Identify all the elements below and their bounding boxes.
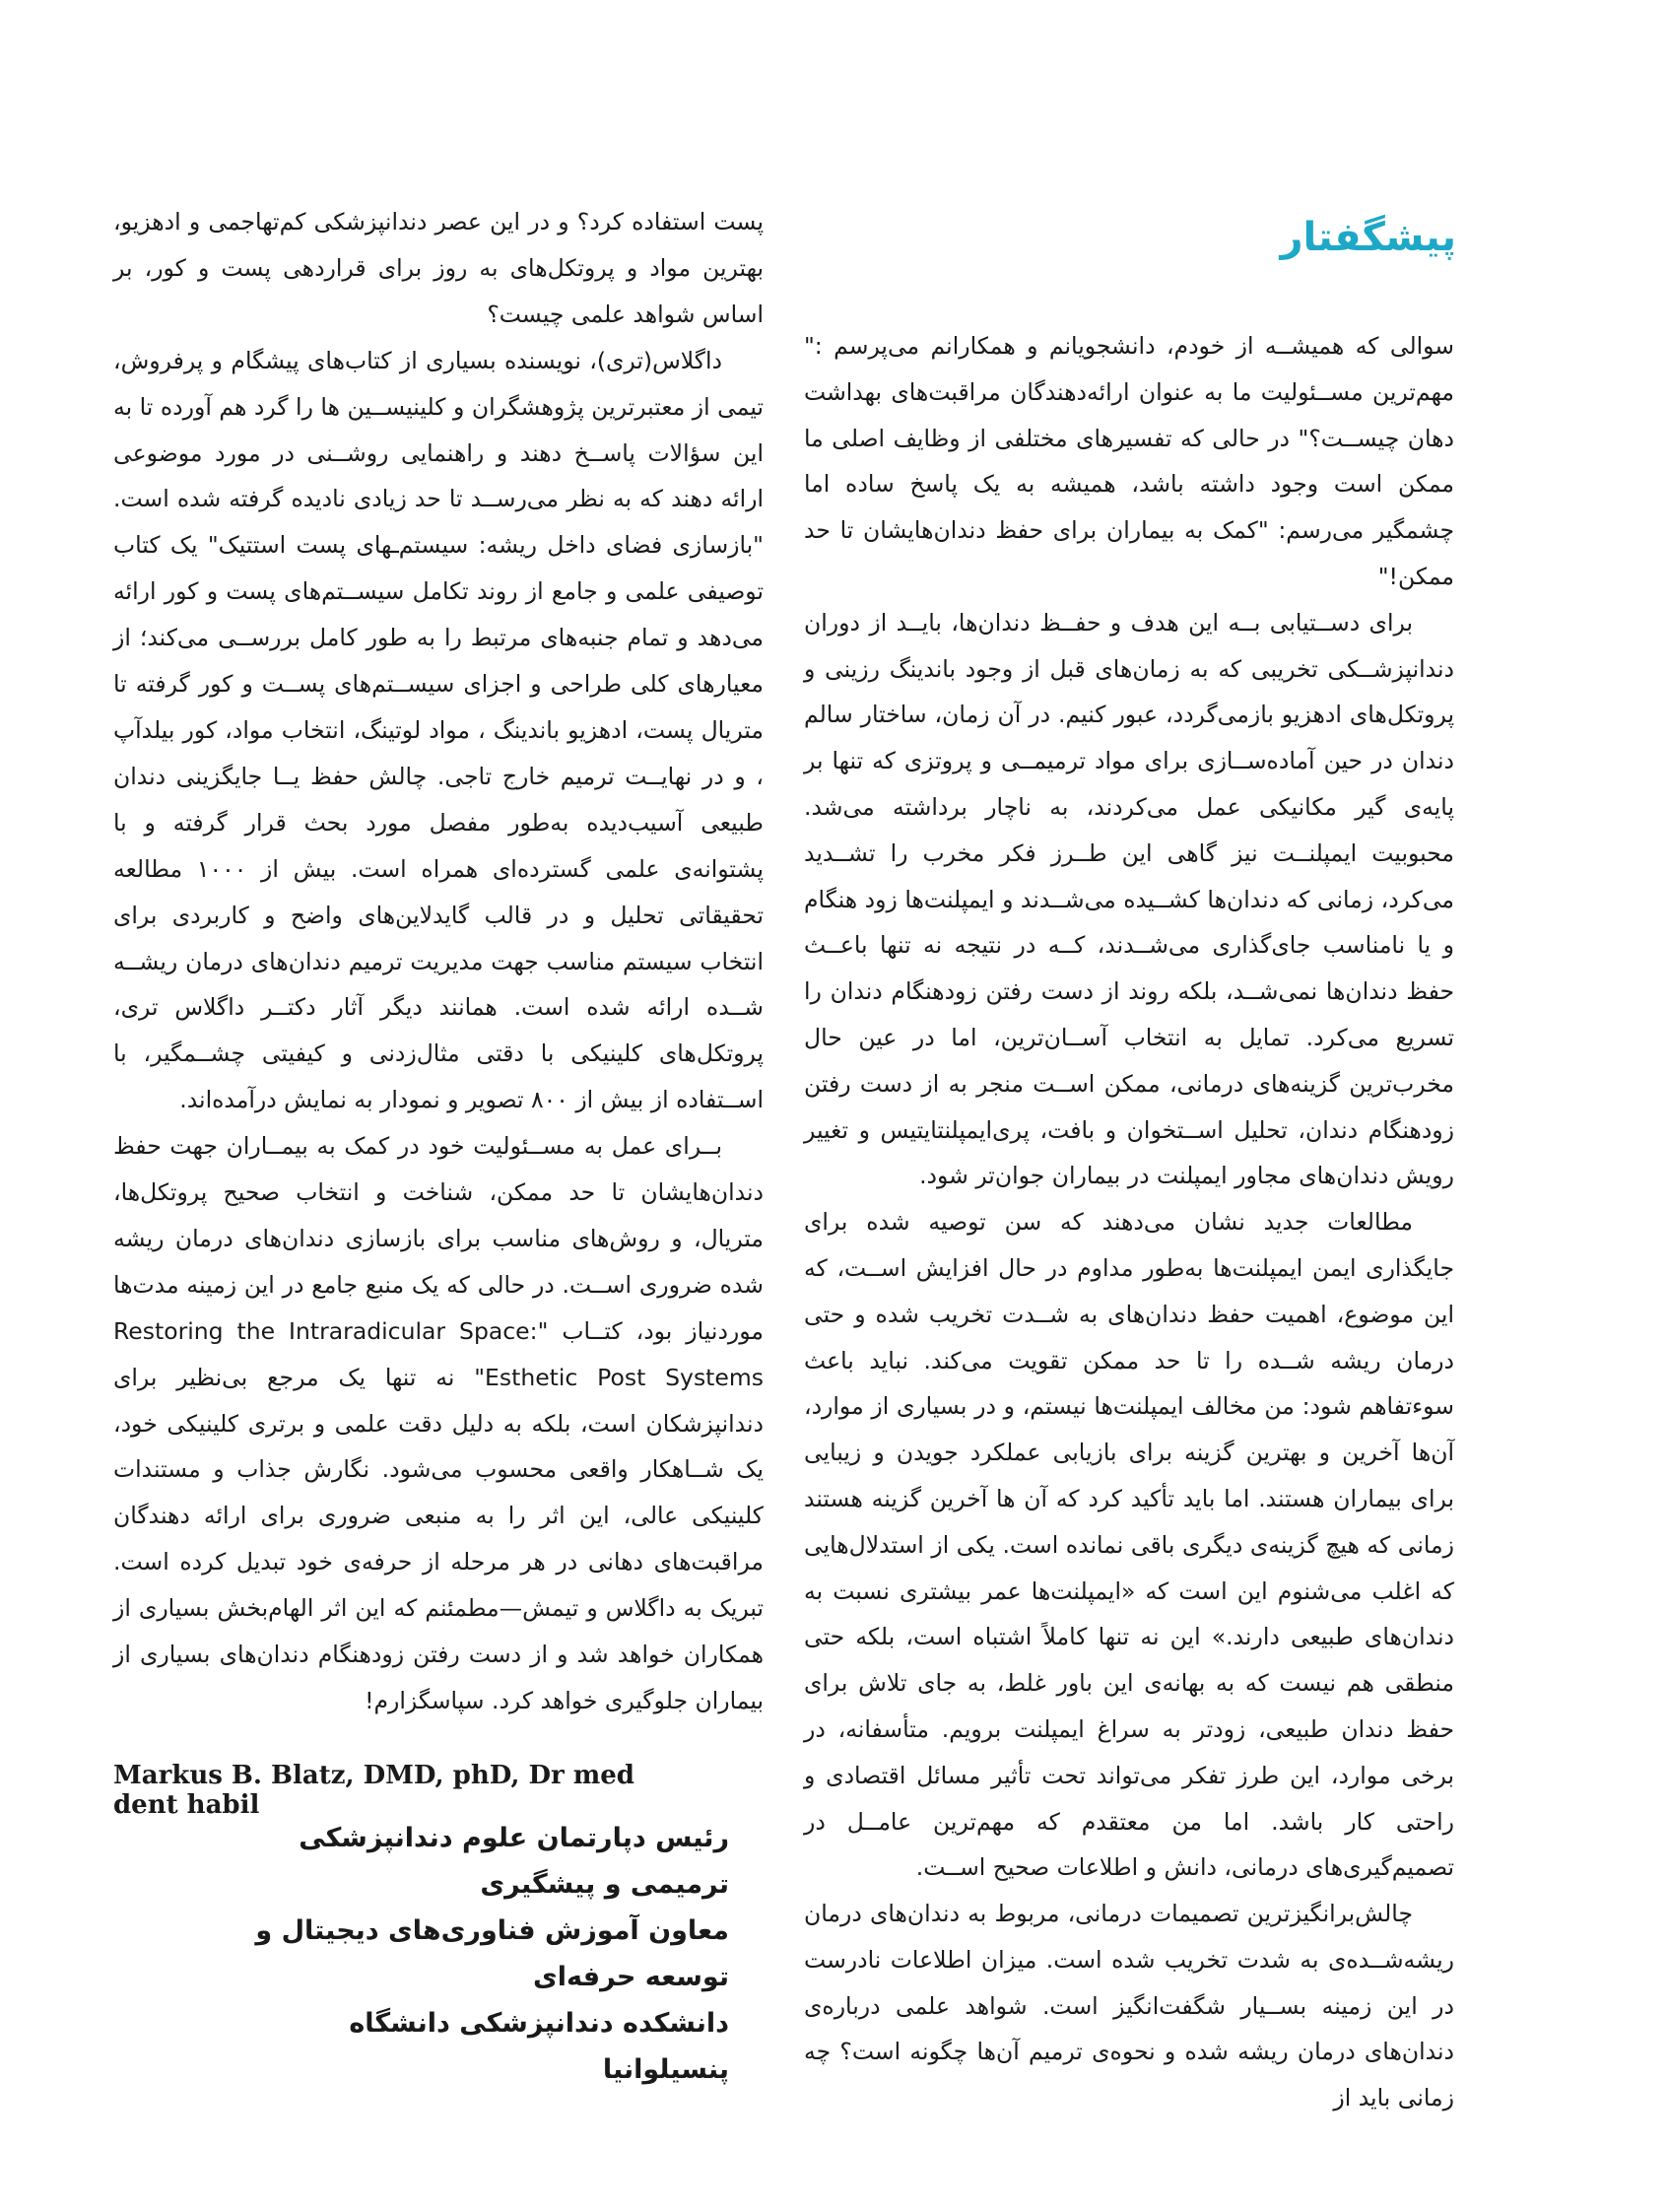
author-name: Markus B. Blatz, DMD, phD, Dr med dent habil (113, 1761, 634, 1820)
right-column (804, 323, 1454, 2121)
paragraph: چالش‌برانگیزترین تصمیمات درمانی، مربوط به دندان‌های درمان ریشه‌شــده‌ی به شدت تخریب شده است. میزان اطلاعات نادرست در این زمینه بســیار شگفت‌انگیز است. شواهد علمی درباره‌ی دندان‌های درمان ریشه شده و نحوه‌ی ترمیم آن‌ها چگونه است؟ چه زمانی باید از (804, 1900, 1454, 2112)
affiliation-line: معاون آموزش فناوری‌های دیجیتال و توسعه حرفه‌ای (255, 1915, 729, 1992)
affiliation-line: رئیس دپارتمان علوم دندانپزشکی ترمیمی و پیشگیری (299, 1823, 729, 1900)
author-affiliation (217, 1815, 729, 2093)
paragraph: سوالی که همیشــه از خودم، دانشجویانم و همکارانم می‌پرسم :" مهم‌ترین مســئولیت ما به عنوان ارائه‌دهندگان مراقبت‌های بهداشت دهان چیســت؟" در حالی که تفسیرهای مختلفی از وظایف اصلی ما ممکن است وجود داشته باشد، همیشه به یک پاسخ ساده اما چشمگیر می‌رسم: "کمک به بیماران برای حفظ دندان‌هایشان تا حد ممکن!" (804, 332, 1454, 590)
paragraph: پست استفاده کرد؟ و در این عصر دندانپزشکی کم‌تهاجمی و ادهزیو، بهترین مواد و پروتکل‌های به روز برای قراردهی پست و کور، بر اساس شواهد علمی چیست؟ (113, 208, 764, 328)
paragraph: مطالعات جدید نشان می‌دهند که سن توصیه شده برای جایگذاری ایمن ایمپلنت‌ها به‌طور مداوم در حال افزایش اســت، که این موضوع، اهمیت حفظ دندان‌های به شــدت تخریب شده و حتی درمان ریشه شــده را تا حد ممکن تقویت می‌کند. نباید باعث سوءتفاهم شود: من مخالف ایمپلنت‌ها نیستم، و در بسیاری از موارد، آن‌ها آخرین و بهترین گزینه برای بازیابی عملکرد جویدن و زیبایی برای بیماران هستند. اما باید تأکید کرد که آن ها آخرین گزینه هستند زمانی که هیچ گزینه‌ی دیگری باقی نمانده است. یکی از استدلال‌هایی که اغلب می‌شنوم این است که «ایمپلنت‌ها عمر بیشتری نسبت به دندان‌های طبیعی دارند.» این نه تنها کاملاً اشتباه است، بلکه حتی منطقی هم نیست که به بهانه‌ی این باور غلط، به جای تلاش برای حفظ دندان طبیعی، زودتر به سراغ ایمپلنت برویم. متأسفانه، در برخی موارد، این طرز تفکر می‌تواند تحت تأثیر مسائل اقتصادی و راحتی کار باشد. اما من معتقدم که مهم‌ترین عامــل در تصمیم‌گیری‌های درمانی، دانش و اطلاعات صحیح اســت. (804, 1208, 1454, 1882)
paragraph: برای دســتیابی بــه این هدف و حفــظ دندان‌ها، بایــد از دوران دندانپزشــکی تخریبی که به زمان‌های قبل از وجود باندینگ رزینی و پروتکل‌های ادهزیو بازمی‌گردد، عبور کنیم. در آن زمان، ساختار سالم دندان در حین آماده‌ســازی برای مواد ترمیمــی و پروتزی که تنها بر پایه‌ی گیر مکانیکی عمل می‌کردند، به ناچار برداشته می‌شد. محبوبیت ایمپلنــت نیز گاهی این طــرز فکر مخرب را تشــدید می‌کرد، زمانی که دندان‌ها کشــیده می‌شــدند و ایمپلنت‌ها زود هنگام و یا نامناسب جای‌گذاری می‌شــدند، کــه در نتیجه نه تنها باعــث حفظ دندان‌ها نمی‌شــد، بلکه روند از دست رفتن زودهنگام دندان را تسریع می‌کرد. تمایل به انتخاب آســان‌ترین، اما در عین حال مخرب‌ترین گزینه‌های درمانی، ممکن اســت منجر به از دست رفتن زودهنگام دندان، تحلیل اســتخوان و بافت، پری‌ایمپلنتایتیس و تغییر رویش دندان‌های مجاور ایمپلنت در بیماران جوان‌تر شود. (804, 608, 1454, 1190)
left-column (113, 199, 764, 1724)
section-heading: پیشگفتار (1280, 215, 1456, 260)
paragraph: بــرای عمل به مســئولیت خود در کمک به بیمــاران جهت حفظ دندان‌هایشان تا حد ممکن، شناخت و انتخاب صحیح پروتکل‌ها، متریال، و روش‌های مناسب برای بازسازی دندان‌های درمان ریشه شده ضروری اســت. در حالی که یک منبع جامع در این زمینه مدت‌ها موردنیاز بود، کتــاب "Restoring the Intraradicular Space: Esthetic Post Systems" نه تنها یک مرجع بی‌نظیر برای دندانپزشکان است، بلکه به دلیل دقت علمی و برتری کلینیکی خود، یک شــاهکار واقعی محسوب می‌شود. نگارش جذاب و مستندات کلینیکی عالی، این اثر را به منبعی ضروری برای ارائه دهندگان مراقبت‌های دهانی در هر مرحله از حرفه‌ی خود تبدیل کرده است. تبریک به داگلاس و تیمش—مطمئنم که این اثر الهام‌بخش بسیاری از همکاران خواهد شد و از دست رفتن زودهنگام دندان‌های بسیاری از بیماران جلوگیری خواهد کرد. سپاسگزارم! (113, 1132, 764, 1714)
paragraph: داگلاس(تری)، نویسنده بسیاری از کتاب‌های پیشگام و پرفروش، تیمی از معتبرترین پژوهشگران و کلینیســین ها را گرد هم آورده تا به این سؤالات پاســخ دهند و راهنمایی روشــنی در مورد موضوعی ارائه دهند که به نظر می‌رســد تا حد زیادی نادیده گرفته شده است. "بازسازی فضای داخل ریشه: سیستم‌ـهای پست استتیک" یک کتاب توصیفی علمی و جامع از روند تکامل سیســتم‌های پست و کور ارائه می‌دهد و تمام جنبه‌های مرتبط را به طور کامل بررســی می‌کند؛ از معیارهای کلی طراحی و اجزای سیســتم‌های پســت و کور گرفته تا متریال پست، ادهزیو باندینگ ، مواد لوتینگ، انتخاب مواد، کور بیلدآپ ، و در نهایــت ترمیم خارج تاجی. چالش حفظ یــا جایگزینی دندان طبیعی آسیب‌دیده به‌طور مفصل مورد بحث قرار گرفته و با پشتوانه‌ی علمی گسترده‌ای همراه است. بیش از ۱۰۰۰ مطالعه تحقیقاتی تحلیل و در قالب گایدلاین‌های واضح و کاربردی برای انتخاب سیستم مناسب جهت مدیریت ترمیم دندان‌های درمان ریشــه شــده ارائه شده است. همانند دیگر آثار دکتــر داگلاس تری، پروتکل‌های کلینیکی با دقتی مثال‌زدنی و کیفیتی چشــمگیر، با اســتفاده از بیش از ۸۰۰ تصویر و نمودار به نمایش درآمده‌اند. (113, 346, 765, 1114)
affiliation-line: دانشکده دندانپزشکی دانشگاه پنسیلوانیا (349, 2008, 729, 2085)
